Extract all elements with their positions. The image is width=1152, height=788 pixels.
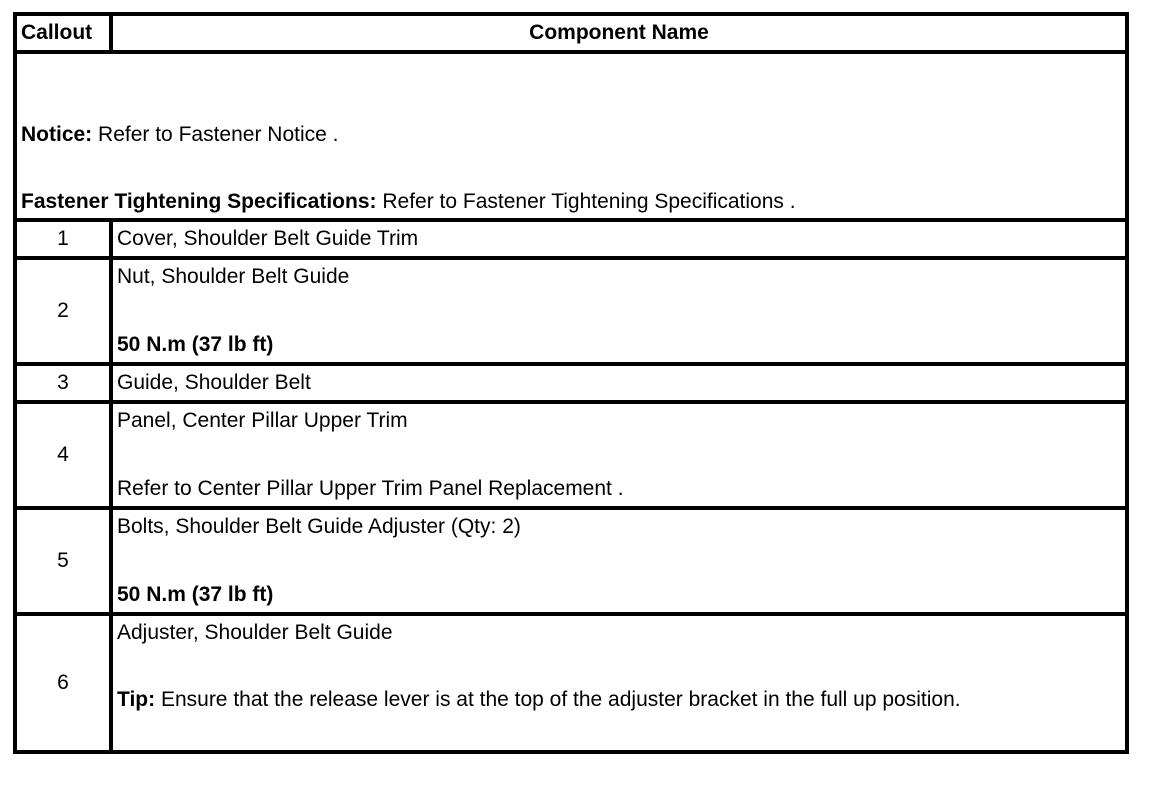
spec-line	[21, 190, 1121, 214]
callout-header: Callout	[15, 14, 111, 52]
component-cell	[111, 614, 1127, 752]
table-row	[15, 364, 1127, 402]
notice-label: Notice:	[21, 123, 93, 146]
component-name: Nut, Shoulder Belt Guide	[117, 265, 350, 288]
callout-number: 3	[15, 364, 111, 402]
callout-number: 1	[15, 220, 111, 258]
tip-line	[117, 688, 1121, 712]
torque-spec: 50 N.m (37 lb ft)	[117, 583, 274, 606]
spec-label: Fastener Tightening Specifications:	[21, 190, 377, 213]
component-name: Cover, Shoulder Belt Guide Trim	[111, 220, 1127, 258]
callout-number: 6	[15, 614, 111, 752]
component-table	[13, 12, 1129, 754]
spec-text: Refer to Fastener Tightening Specifications .	[382, 190, 796, 213]
table-row	[15, 402, 1127, 508]
component-name: Bolts, Shoulder Belt Guide Adjuster (Qty: 2)	[117, 515, 521, 538]
table-row	[15, 508, 1127, 614]
callout-number: 4	[15, 402, 111, 508]
tip-label: Tip:	[117, 688, 156, 711]
callout-number: 5	[15, 508, 111, 614]
table-row	[15, 614, 1127, 752]
callout-number: 2	[15, 258, 111, 364]
header-row	[15, 14, 1127, 52]
component-name: Panel, Center Pillar Upper Trim	[117, 409, 408, 432]
reference-note: Refer to Center Pillar Upper Trim Panel Replacement .	[117, 477, 624, 500]
component-name-header: Component Name	[111, 14, 1127, 52]
notice-cell	[15, 52, 1127, 220]
component-cell	[111, 508, 1127, 614]
table-row	[15, 220, 1127, 258]
component-name: Guide, Shoulder Belt	[111, 364, 1127, 402]
notice-line	[21, 123, 1121, 147]
component-cell	[111, 258, 1127, 364]
table-row	[15, 258, 1127, 364]
component-cell	[111, 402, 1127, 508]
torque-spec: 50 N.m (37 lb ft)	[117, 333, 274, 356]
tip-text: Ensure that the release lever is at the top of the adjuster bracket in the full up position.	[160, 688, 961, 711]
notice-row	[15, 52, 1127, 220]
notice-text: Refer to Fastener Notice .	[98, 123, 339, 146]
component-name: Adjuster, Shoulder Belt Guide	[117, 621, 393, 644]
